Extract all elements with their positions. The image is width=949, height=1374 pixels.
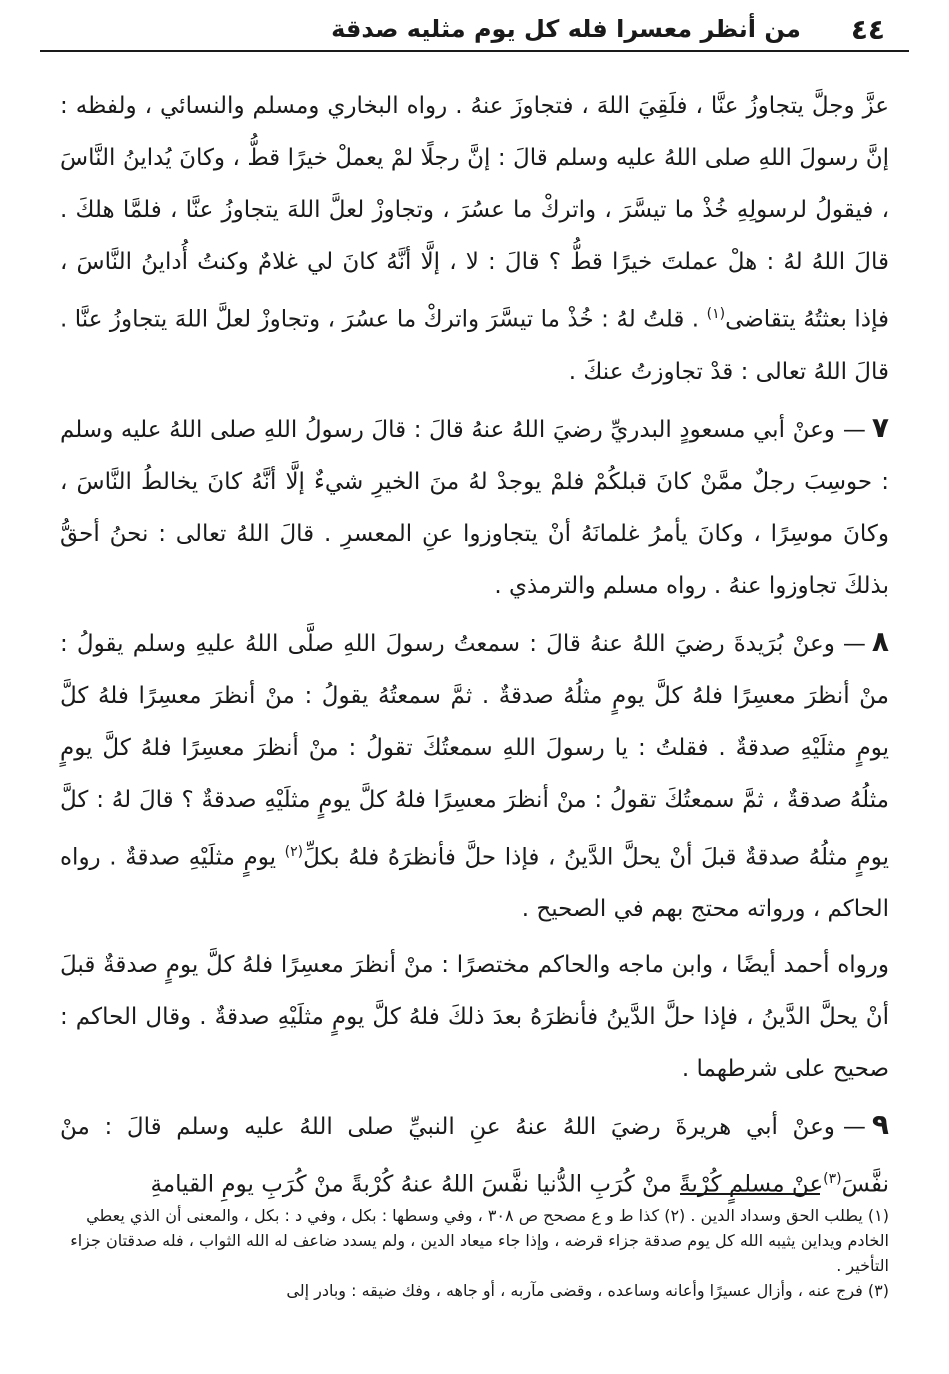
paragraph-text: عزَّ وجلَّ يتجاوزُ عنَّا ، فلَقِيَ اللهَ ، فتجاوزَ عنهُ . رواه البخاري ومسلم والنسائي ، ولفظه : إنَّ رسولَ اللهِ صلى اللهُ عليه وسلم قالَ : إنَّ رجلًا لمْ يعملْ خيرًا قطُّ ، وكانَ يُداينُ النَّاسَ ، فيقولُ لرسولِهِ خُذْ ما تيسَّرَ ، واتركْ ما عسُرَ ، وتجاوزْ لعلَّ اللهَ يتجاوزُ عنَّا ، فلمَّا هلكَ . قالَ اللهُ لهُ : هلْ عملتَ خيرًا قطُّ ؟ قالَ : لا ، إلَّا أنَّهُ كانَ لي غلامٌ وكنتُ أُداينُ النَّاسَ ، فإذا بعثتُهُ يتقاضى — [60, 93, 890, 333]
paragraph-ahmad-narration — [60, 939, 889, 1095]
paragraph-bukhari-narration — [60, 80, 889, 398]
running-title: من أنظر معسرا فله كل يوم مثليه صدقة — [331, 15, 801, 43]
footnote-1-2: (١) يطلب الحق وسداد الدين . (٢) كذا ط و ع مصحح ص ٣٠٨ ، وفي وسطها : بكل ، وفي د : بكل ، والمعنى أن الذي يعطي الخادم ويداين يثيبه الله كل يوم صدقة جزاء قرضه ، وإذا جاء ميعاد الدين ، ولم يسدد ضاعف له الله الثواب ، فله صدقتان جزاء التأخير . — [70, 1206, 889, 1275]
hadith-dash: — — [842, 416, 866, 443]
footnote-divider — [680, 1193, 820, 1195]
paragraph-text-continued: . قلتُ لهُ : خُذْ ما تيسَّرَ واتركْ ما عسُرَ ، وتجاوزْ لعلَّ اللهَ يتجاوزُ عنَّا . قالَ اللهُ تعالى : قدْ تجاوزتُ عنكَ . — [60, 306, 889, 385]
hadith-7 — [60, 402, 889, 612]
hadith-text: وعنْ أبي هريرةَ رضيَ اللهُ عنهُ عنِ النبيِّ صلى اللهُ عليه وسلم قالَ : منْ نفَّسَ — [60, 1114, 889, 1198]
footnote-reference: (٣) — [823, 1171, 842, 1188]
main-text — [60, 80, 889, 1215]
page-number: ٤٤ — [850, 12, 885, 46]
page-header — [40, 8, 909, 52]
hadith-number: ٨ — [871, 624, 889, 658]
footnote-3: (٣) فرج عنه ، وأزال عسيرًا وأعانه وساعده ، وقضى مآربه ، أو جاهه ، وفك ضيقه : وبادر إلى — [286, 1281, 889, 1300]
hadith-text: وعنْ بُرَيدةَ رضيَ اللهُ عنهُ قالَ : سمعتُ رسولَ اللهِ صلَّى اللهُ عليهِ وسلم يقولُ : منْ أنظرَ معسِرًا فلهُ كلَّ يومٍ مثلُهُ صدقةٌ . ثمَّ سمعتُهُ يقولُ : منْ أنظرَ معسِرًا فلهُ كلَّ يومٍ مثلَيْهِ صدقةٌ . فقلتُ : يا رسولَ اللهِ سمعتُكَ تقولُ : منْ أنظرَ معسِرًا فلهُ كلَّ يومٍ مثلُهُ صدقةٌ ، ثمَّ سمعتُكَ تقولُ : منْ أنظرَ معسِرًا فلهُ كلَّ يومٍ مثلَيْهِ صدقةٌ ؟ قالَ لهُ : كلَّ يومٍ مثلُهُ صدقةٌ قبلَ أنْ يحلَّ الدَّينُ ، فإذا حلَّ فأنظرَهُ فلهُ بكلِّ — [60, 630, 890, 871]
footnote-reference: (١) — [706, 306, 726, 322]
footnote-reference: (٢) — [284, 843, 304, 860]
hadith-text: وعنْ أبي مسعودٍ البدريِّ رضيَ اللهُ عنهُ قالَ : قالَ رسولُ اللهِ صلى اللهُ عليه وسلم : حوسِبَ رجلٌ ممَّنْ كانَ قبلكُمْ فلمْ يوجدْ لهُ منَ الخيرِ شيءٌ إلَّا أنَّهُ كانَ يخالطُ النَّاسَ ، وكانَ موسِرًا ، وكانَ يأمرُ غلمانَهُ أنْ يتجاوزوا عنِ المعسرِ . قالَ اللهُ تعالى : نحنُ أحقُّ بذلكَ تجاوزوا عنهُ . رواه مسلم والترمذي . — [60, 416, 889, 599]
hadith-dash: — — [842, 630, 866, 657]
hadith-8 — [60, 616, 889, 936]
footnotes — [60, 1203, 889, 1303]
hadith-dash: — — [842, 1114, 866, 1141]
hadith-text-continued: يومٍ مثلَيْهِ صدقةٌ . رواه الحاكم ، ورواته محتج بهم في الصحيح . — [60, 844, 889, 923]
hadith-number: ٧ — [871, 410, 889, 444]
paragraph-text: ورواه أحمد أيضًا ، وابن ماجه والحاكم مختصرًا : منْ أنظرَ معسِرًا فلهُ كلَّ يومٍ صدقةٌ قبلَ أنْ يحلَّ الدَّينُ ، فإذا حلَّ الدَّينُ فأنظرَهُ بعدَ ذلكَ فلهُ كلَّ يومٍ مثلَيْهِ صدقةٌ . وقال الحاكم : صحيح على شرطهما . — [60, 952, 889, 1083]
hadith-text-continued: عنْ مسلمٍ كُرْبةً منْ كُرَبِ الدُّنيا نفَّسَ اللهُ عنهُ كُرْبةً منْ كُرَبِ يومِ القيامةِ — [150, 1171, 824, 1198]
hadith-number: ٩ — [871, 1108, 889, 1142]
